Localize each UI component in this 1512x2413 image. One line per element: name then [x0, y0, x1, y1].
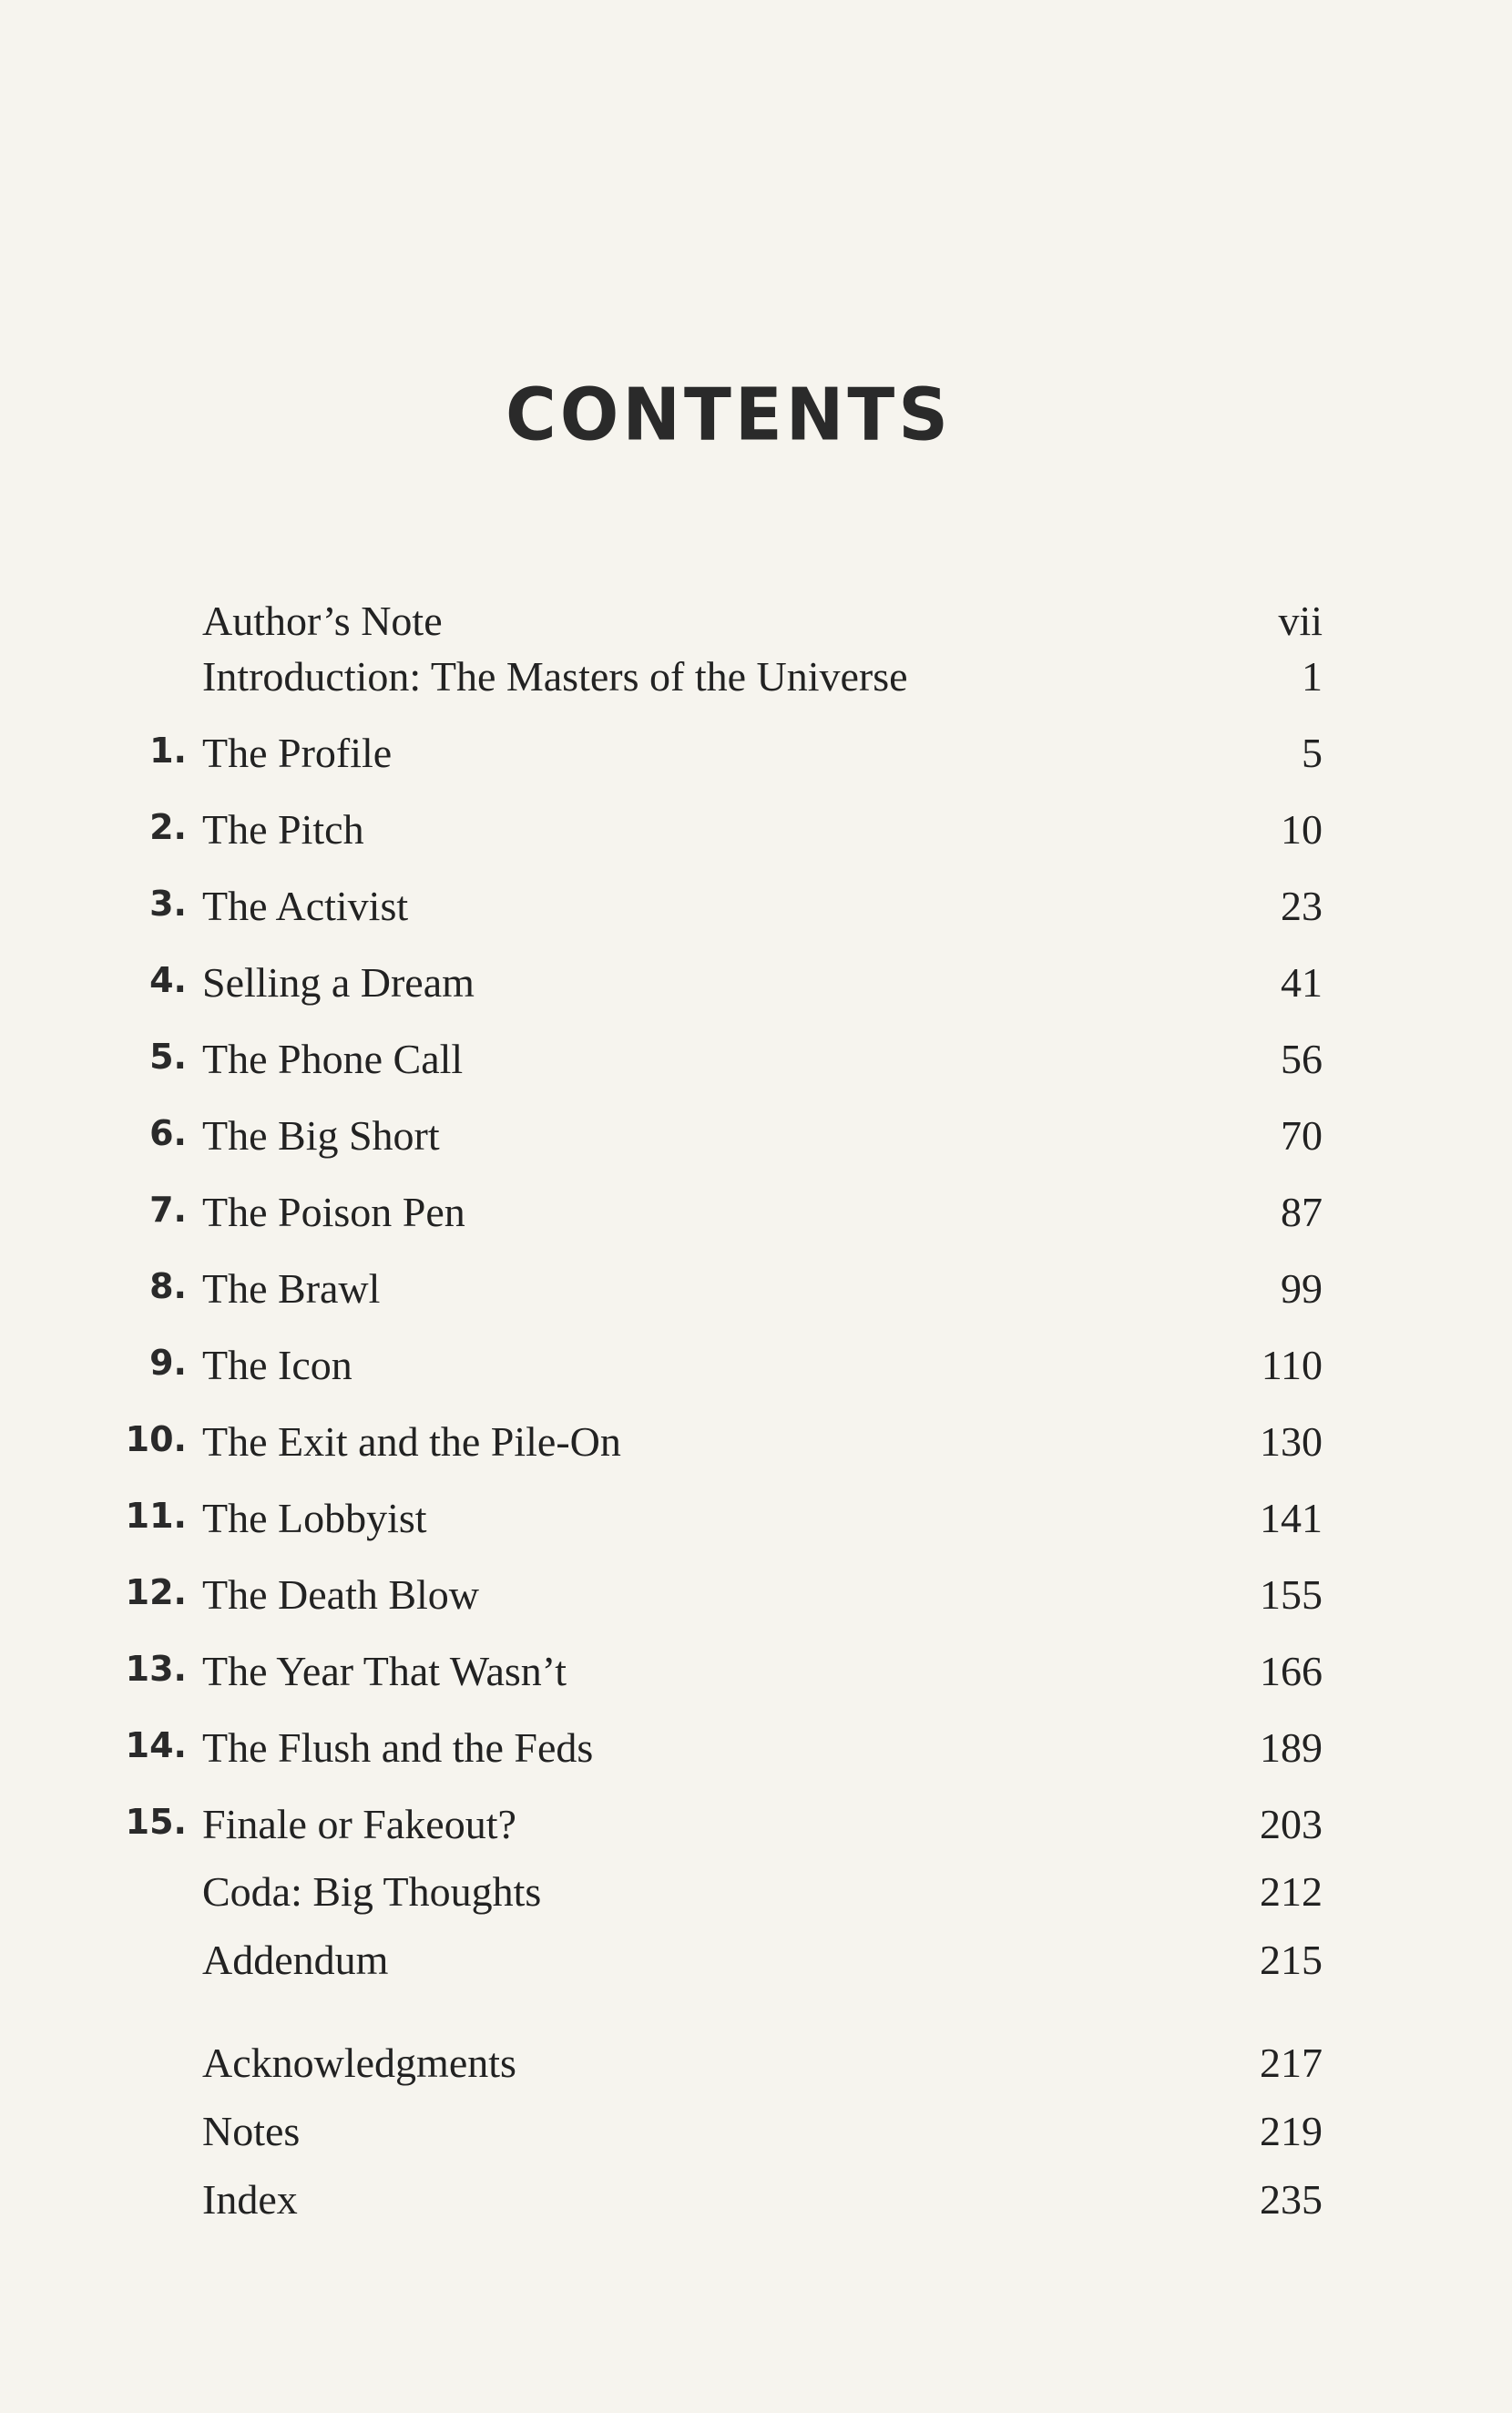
- toc-entry: [0, 2107, 1512, 2162]
- page-number: 203: [1260, 1801, 1323, 1847]
- page-number: 130: [1260, 1418, 1323, 1465]
- toc-entry: [0, 1570, 1512, 1625]
- chapter-number: 1.: [149, 731, 187, 771]
- toc-entry: [0, 1341, 1512, 1396]
- page-number: 87: [1281, 1189, 1323, 1235]
- toc-entry: [0, 805, 1512, 860]
- page-number: 1: [1302, 653, 1323, 700]
- chapter-number: 2.: [149, 807, 187, 847]
- chapter-title: Finale or Fakeout?: [202, 1801, 516, 1847]
- page-number: 217: [1260, 2040, 1323, 2086]
- toc-entry: [0, 1111, 1512, 1166]
- page-number: 155: [1260, 1571, 1323, 1618]
- toc-entry: [0, 882, 1512, 936]
- page-number: 56: [1281, 1036, 1323, 1082]
- page-number: 212: [1260, 1868, 1323, 1915]
- chapter-title: Selling a Dream: [202, 959, 475, 1006]
- chapter-title: Introduction: The Masters of the Universe: [202, 653, 908, 700]
- toc-entry: [0, 597, 1512, 651]
- chapter-number: 10.: [125, 1419, 187, 1459]
- chapter-title: The Exit and the Pile-On: [202, 1418, 621, 1465]
- chapter-title: Acknowledgments: [202, 2040, 516, 2086]
- chapter-title: The Activist: [202, 883, 409, 929]
- chapter-title: The Phone Call: [202, 1036, 464, 1082]
- chapter-number: 13.: [125, 1649, 187, 1689]
- chapter-title: The Brawl: [202, 1265, 381, 1312]
- toc-entry: [0, 1035, 1512, 1089]
- chapter-number: 6.: [149, 1113, 187, 1153]
- page-number: 235: [1260, 2176, 1323, 2223]
- page-number: 110: [1261, 1342, 1323, 1388]
- chapter-title: The Big Short: [202, 1112, 440, 1159]
- chapter-title: The Profile: [202, 730, 393, 776]
- chapter-title: The Lobbyist: [202, 1495, 427, 1541]
- toc-entry: [0, 2175, 1512, 2230]
- page-number: 23: [1281, 883, 1323, 929]
- chapter-title: The Poison Pen: [202, 1189, 465, 1235]
- chapter-title: The Flush and the Feds: [202, 1724, 594, 1771]
- chapter-title: Addendum: [202, 1937, 389, 1983]
- chapter-title: Notes: [202, 2108, 301, 2154]
- page-number: 215: [1260, 1937, 1323, 1983]
- page-title: CONTENTS: [506, 371, 952, 457]
- chapter-title: The Year That Wasn’t: [202, 1648, 567, 1694]
- page-number: 166: [1260, 1648, 1323, 1694]
- page-number: 10: [1281, 806, 1323, 853]
- chapter-title: Coda: Big Thoughts: [202, 1868, 542, 1915]
- toc-entry: [0, 729, 1512, 783]
- toc-entry: [0, 1723, 1512, 1778]
- page-number: 41: [1281, 959, 1323, 1006]
- page-number: 99: [1281, 1265, 1323, 1312]
- chapter-number: 9.: [149, 1343, 187, 1383]
- chapter-number: 14.: [125, 1725, 187, 1765]
- chapter-title: Author’s Note: [202, 598, 443, 644]
- page-number: vii: [1278, 598, 1323, 644]
- chapter-title: The Icon: [202, 1342, 352, 1388]
- chapter-title: Index: [202, 2176, 298, 2223]
- page-number: 219: [1260, 2108, 1323, 2154]
- page-number: 189: [1260, 1724, 1323, 1771]
- chapter-number: 4.: [149, 960, 187, 1000]
- toc-entry: [0, 2039, 1512, 2093]
- toc-entry: [0, 1494, 1512, 1549]
- toc-entry: [0, 1800, 1512, 1855]
- toc-entry: [0, 1188, 1512, 1242]
- toc-entry: [0, 1936, 1512, 1990]
- page-number: 70: [1281, 1112, 1323, 1159]
- page-number: 5: [1302, 730, 1323, 776]
- toc-entry: [0, 1264, 1512, 1319]
- toc-entry: [0, 1647, 1512, 1702]
- chapter-title: The Death Blow: [202, 1571, 480, 1618]
- toc-entry: [0, 652, 1512, 707]
- chapter-number: 11.: [125, 1496, 187, 1536]
- chapter-number: 12.: [125, 1572, 187, 1612]
- chapter-number: 7.: [149, 1190, 187, 1230]
- page-number: 141: [1260, 1495, 1323, 1541]
- toc-entry: [0, 1867, 1512, 1922]
- toc-entry: [0, 958, 1512, 1013]
- toc-entry: [0, 1417, 1512, 1472]
- chapter-number: 8.: [149, 1266, 187, 1306]
- chapter-number: 5.: [149, 1037, 187, 1077]
- chapter-number: 15.: [125, 1802, 187, 1842]
- chapter-title: The Pitch: [202, 806, 364, 853]
- chapter-number: 3.: [149, 884, 187, 924]
